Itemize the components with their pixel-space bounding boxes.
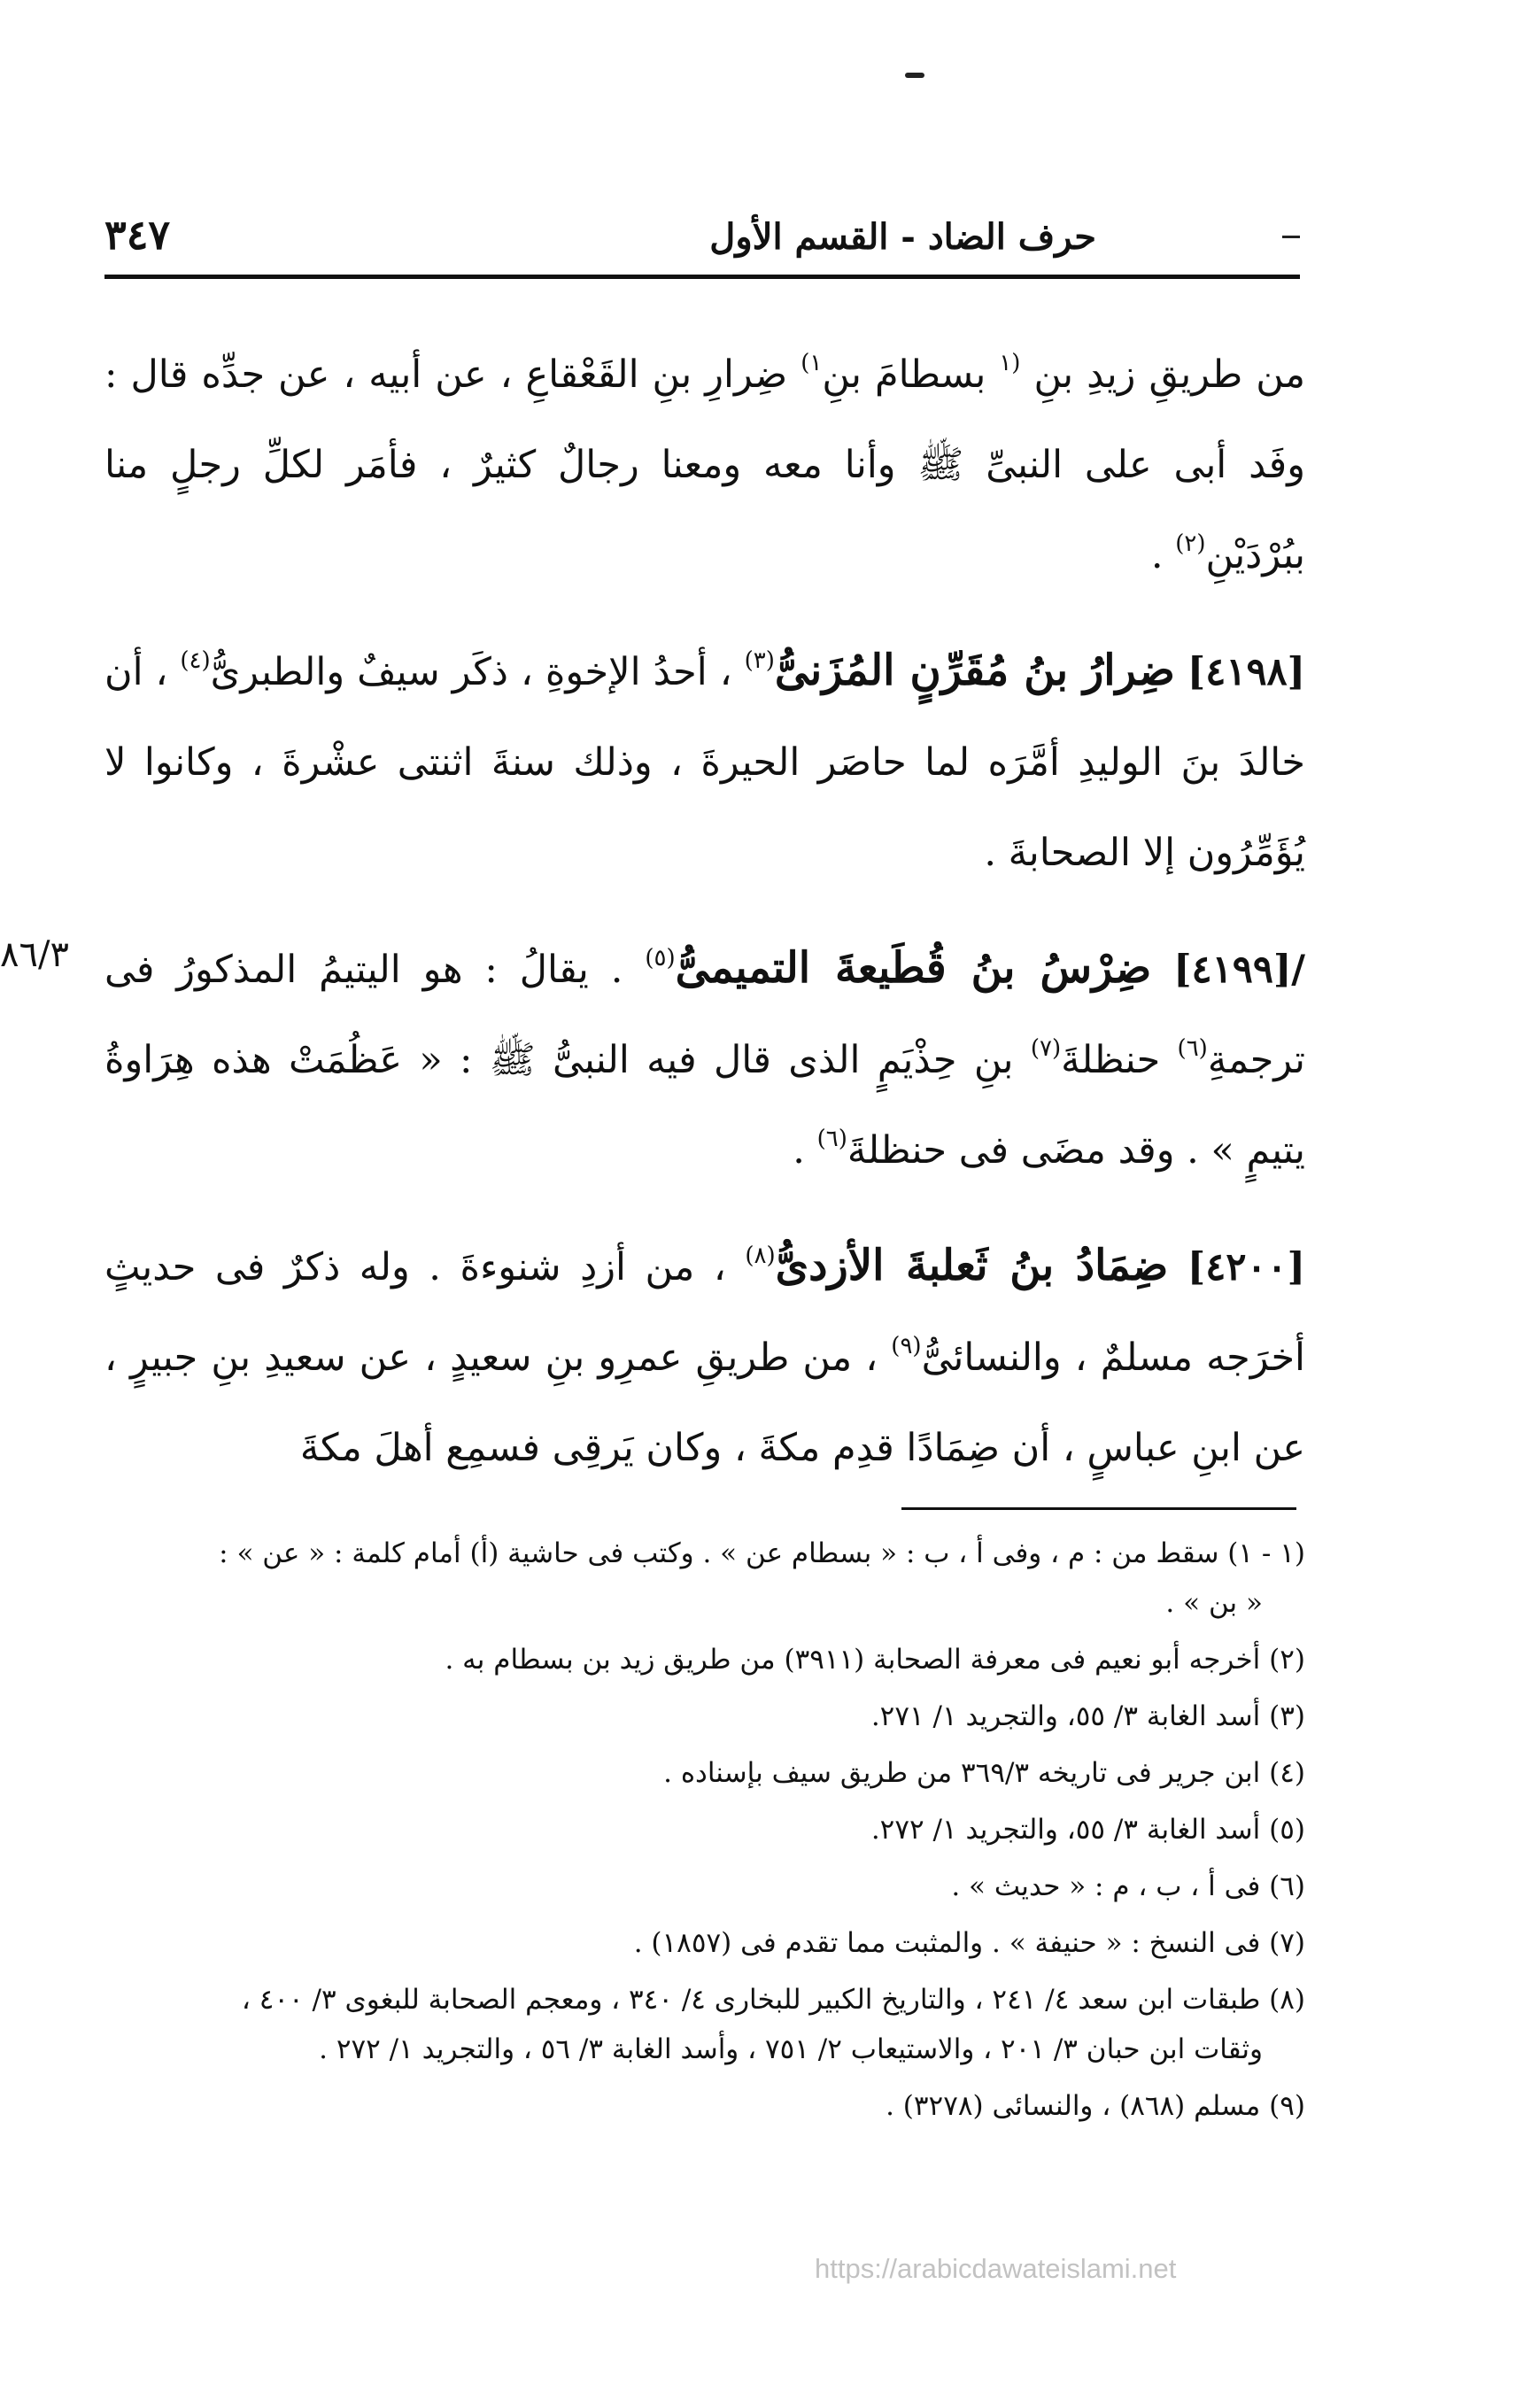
intro-text-3: ضِرارِ بنِ القَعْقاعِ ، عن أبيه ، عن جدِّه قال : وفَد أبى على النبىِّ ﷺ وأنا معه ومعنا رجالٌ كثيرٌ ، فأمَر لكلِّ رجلٍ منا ببُرْدَيْنِ [104, 352, 1305, 577]
entry-name: ضِمَادُ بنُ ثَعلبةَ الأزدىُّ [775, 1241, 1169, 1290]
footnote-line: وثقات ابن حبان ٣/ ٢٠١ ، والاستيعاب ٢/ ٧٥١ ، وأسد الغابة ٣/ ٥٦ ، والتجريد ١/ ٢٧٢ . [319, 2033, 1263, 2065]
entry-text-2: حنظلةَ [1061, 1038, 1178, 1082]
footnote-ref: (٨) [745, 1242, 776, 1269]
footnote-7: (٧) فى النسخ : « حنيفة » . والمثبت مما تقدم فى (١٨٥٧) . [633, 1927, 1305, 1959]
intro-text-2: بسطامَ بنِ [822, 352, 1000, 397]
main-text [104, 329, 1305, 1518]
entry-number: [٤٢٠٠] [1187, 1245, 1305, 1289]
footnotes [104, 1529, 1305, 2138]
footnote-ref: (٢) [1175, 530, 1206, 557]
footnote-8 [104, 1975, 1305, 2074]
entry-number: /[٤١٩٩] [1173, 948, 1305, 992]
chapter-title: حرف الضاد - القسم الأول [709, 216, 1096, 258]
footnote-1 [104, 1529, 1305, 1628]
entry-text-1: . يقالُ : هو اليتيمُ المذكورُ فى ترجمةِ [104, 948, 1305, 1082]
entry-number: [٤١٩٨] [1187, 650, 1305, 694]
page-header [104, 209, 1300, 271]
footnote-9: (٩) مسلم (٨٦٨) ، والنسائى (٣٢٧٨) . [886, 2090, 1305, 2122]
entry-4200 [104, 1220, 1305, 1493]
footnote-4: (٤) ابن جرير فى تاريخه ٣٦٩/٣ من طريق سيف بإسناده . [663, 1757, 1305, 1789]
footnote-ref: (٤) [180, 647, 211, 674]
entry-name: ضِرارُ بنُ مُقَرِّنٍ المُزَنىُّ [774, 646, 1175, 695]
entry-text-1: ، من أزدِ شنوءةَ . وله ذكرٌ فى حديثٍ أخرَجه مسلمٌ ، والنسائىُّ [104, 1245, 1306, 1380]
entry-text-2: ، من طريقِ عمرِو بنِ سعيدٍ ، عن سعيدِ بنِ جبيرٍ ، عن ابنِ عباسٍ ، أن ضِمَادًا قدِم مكةَ ، وكان يَرقِى فسمِع أهلَ مكةَ [104, 1336, 1305, 1470]
entry-text-1: ، أحدُ الإخوةِ ، ذكَر سيفٌ والطبرىُّ [210, 650, 745, 694]
footnote-3: (٣) أسد الغابة ٣/ ٥٥، والتجريد ١/ ٢٧١. [870, 1700, 1305, 1732]
footnote-line: (٨) طبقات ابن سعد ٤/ ٢٤١ ، والتاريخ الكبير للبخارى ٤/ ٣٤٠ ، ومعجم الصحابة للبغوى ٣/ ٤٠٠ ، [241, 1984, 1305, 2016]
footnote-ref: (٧) [1030, 1034, 1062, 1062]
footnote-ref: (٩) [891, 1332, 922, 1359]
header-rule [104, 275, 1300, 279]
footnote-5: (٥) أسد الغابة ٣/ ٥٥، والتجريد ١/ ٢٧٢. [870, 1814, 1305, 1846]
volume-page-ref: ٨٦/٣ [0, 934, 69, 975]
intro-text-1: من طريقِ زيدِ بنِ [1020, 352, 1305, 397]
page-number: ٣٤٧ [104, 211, 171, 259]
footnote-6: (٦) فى أ ، ب ، م : « حديث » . [951, 1870, 1305, 1902]
page-mark [905, 73, 924, 78]
entry-4199 [104, 923, 1305, 1196]
footnote-line: (١ - ١) سقط من : م ، وفى أ ، ب : « بسطام عن » . وكتب فى حاشية (أ) أمام كلمة : « عن » : [219, 1537, 1305, 1569]
intro-paragraph [104, 329, 1305, 600]
footnote-2: (٢) أخرجه أبو نعيم فى معرفة الصحابة (٣٩١١) من طريق زيد بن بسطام به . [445, 1644, 1305, 1676]
footnote-ref: (٦) [816, 1125, 847, 1152]
footnotes-rule [901, 1507, 1296, 1510]
entry-text-4: . [793, 1128, 817, 1173]
footnote-ref: (١ [999, 349, 1021, 376]
intro-text-4: . [1150, 533, 1176, 577]
watermark-url: https://arabicdawateislami.net [815, 2253, 1177, 2284]
entry-name: ضِرْسُ بنُ قُطَيعةَ التميمىُّ [675, 943, 1152, 993]
footnote-ref: ١) [801, 349, 823, 376]
footnote-line: « بن » . [1165, 1587, 1263, 1619]
entry-4198 [104, 625, 1305, 898]
footnote-ref: (٥) [645, 944, 676, 972]
footnote-ref: (٣) [744, 647, 775, 674]
entry-text-3: بنِ حِذْيَمٍ الذى قال فيه النبىُّ ﷺ : « عَظُمَتْ هذه هِرَاوةُ يتيمٍ » . وقد مضَى فى حنظلةَ [104, 1038, 1305, 1173]
footnote-ref: (٦) [1177, 1034, 1208, 1062]
header-dash [1282, 236, 1300, 238]
entry-text-2: ، أن خالدَ بنَ الوليدِ أمَّرَه لما حاصَر الحيرةَ ، وذلك سنةَ اثنتى عشْرةَ ، وكانوا لا يُؤَمِّرُون إلا الصحابةَ . [104, 650, 1305, 875]
